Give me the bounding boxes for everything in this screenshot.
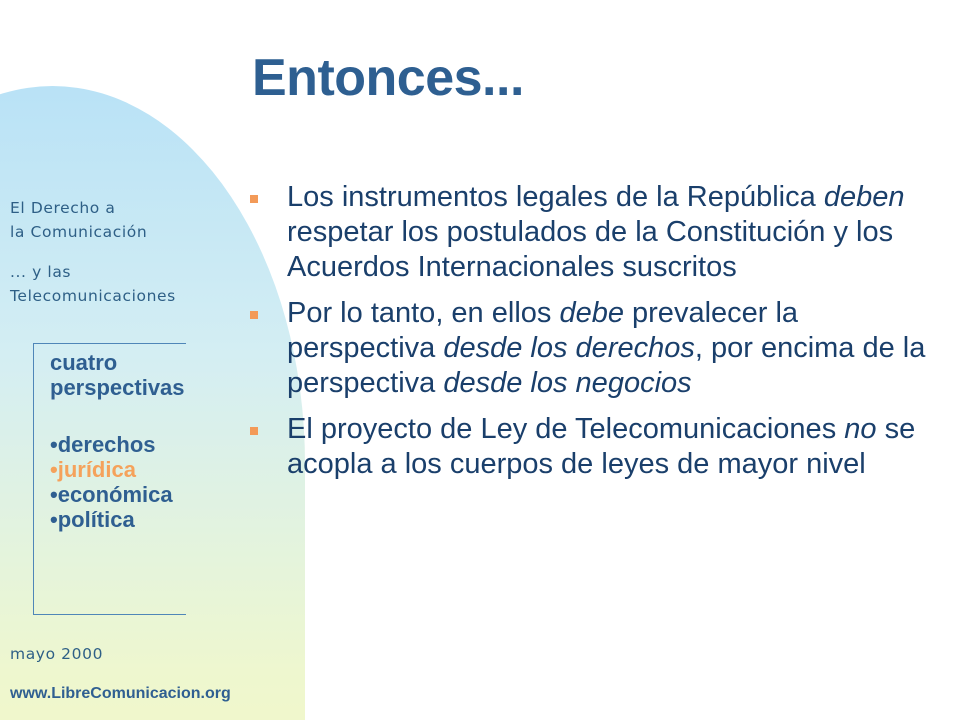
website-url: www.LibreComunicacion.org [10,685,231,702]
bullet-text [287,181,904,283]
bullet-dot-icon: • [50,432,58,457]
bullet-text [287,413,915,480]
perspective-item [50,432,173,457]
text-segment: , por encima de la perspectiva [287,332,926,399]
sidebar-subtitle-secondary [10,260,176,308]
bullet-item [250,412,940,482]
emphasized-text: debe [559,297,624,329]
perspectives-title-line: cuatro [50,350,118,375]
text-segment: El proyecto de Ley de Telecomunicaciones [287,413,845,445]
perspectives-list [50,432,173,532]
perspective-item [50,482,173,507]
perspectives-title-line: perspectivas [50,375,185,400]
date-label: mayo 2000 [10,645,104,663]
perspectives-title [50,350,230,400]
perspective-item [50,457,173,482]
text-segment: Los instrumentos legales de la República [287,181,824,213]
square-bullet-icon [250,195,258,203]
perspective-label: derechos [57,432,156,457]
sidebar-subtitle-line: Telecomunicaciones [10,287,176,305]
slide-title: Entonces... [252,49,524,107]
perspective-label: económica [57,482,173,507]
bullet-text [287,297,925,399]
emphasized-text: desde los derechos [443,332,695,364]
bullet-item [250,296,940,401]
perspective-label: jurídica [57,457,136,482]
text-segment: Por lo tanto, en ellos [287,297,560,329]
perspective-item [50,507,173,532]
perspective-label: política [57,507,135,532]
bullet-list [250,180,940,493]
sidebar-subtitle [10,196,147,244]
sidebar-subtitle-line: El Derecho a [10,199,116,217]
bullet-dot-icon: • [50,482,58,507]
square-bullet-icon [250,427,258,435]
bullet-item [250,180,940,285]
text-segment: se acopla a los cuerpos de leyes de mayor nivel [287,413,916,480]
emphasized-text: deben [823,181,905,213]
sidebar-subtitle-line: la Comunicación [10,223,148,241]
bullet-dot-icon: • [50,507,58,532]
text-segment: respetar los postulados de la Constitución y los Acuerdos Internacionales suscritos [287,216,894,283]
square-bullet-icon [250,311,258,319]
text-segment: prevalecer la perspectiva [287,297,799,364]
emphasized-text: no [844,413,877,445]
emphasized-text: desde los negocios [443,367,692,399]
bullet-dot-icon: • [50,457,58,482]
sidebar-subtitle-line: ... y las [10,263,72,281]
